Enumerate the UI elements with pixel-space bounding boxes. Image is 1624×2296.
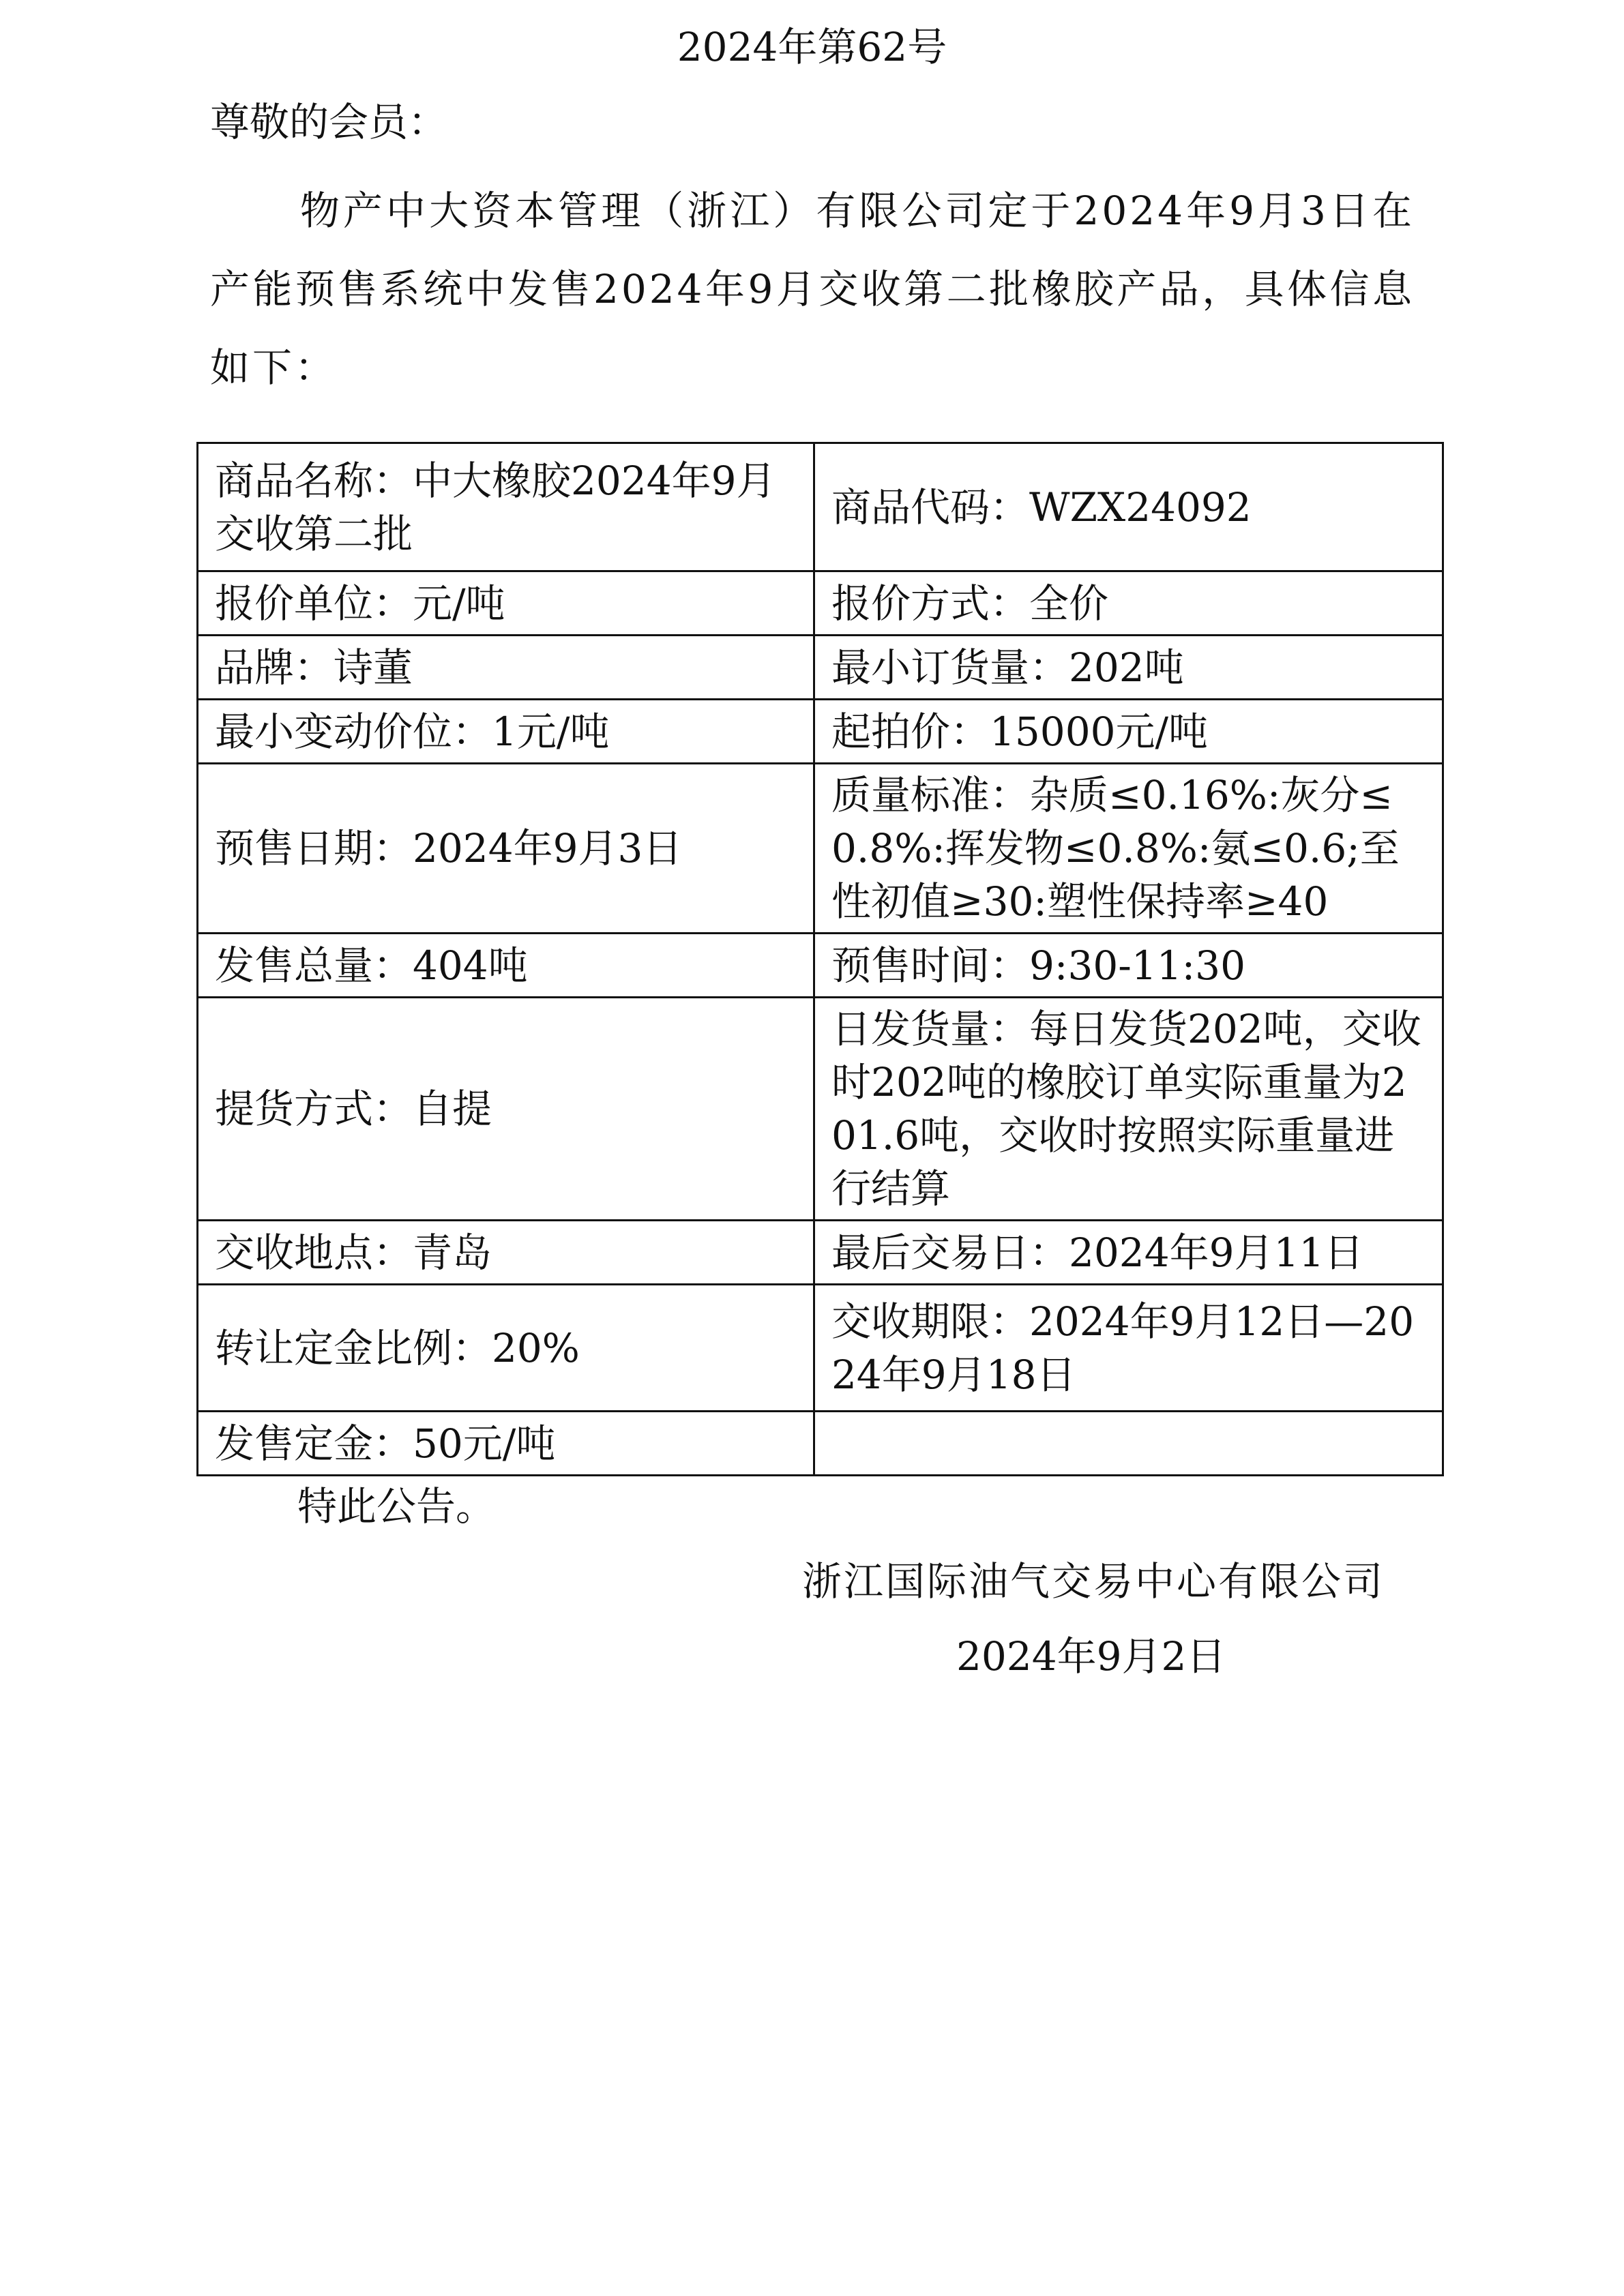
sale-deposit-cell: 发售定金：50元/吨 [198, 1412, 814, 1476]
min-price-step-cell: 最小变动价位：1元/吨 [198, 700, 814, 764]
pickup-method-cell: 提货方式：自提 [198, 998, 814, 1221]
issuer-name: 浙江国际油气交易中心有限公司 [802, 1558, 1385, 1605]
issue-date: 2024年9月2日 [956, 1633, 1226, 1680]
product-name-cell: 商品名称：中大橡胶2024年9月交收第二批 [198, 443, 814, 571]
empty-cell [814, 1412, 1443, 1476]
delivery-period-cell: 交收期限：2024年9月12日—2024年9月18日 [814, 1285, 1443, 1412]
table-row [198, 571, 1443, 636]
table-row [198, 1412, 1443, 1476]
brand-cell: 品牌：诗董 [198, 636, 814, 700]
salutation: 尊敬的会员： [210, 99, 448, 145]
table-row [198, 998, 1443, 1221]
presale-time-cell: 预售时间：9:30-11:30 [814, 934, 1443, 998]
product-code-cell: 商品代码：WZX24092 [814, 443, 1443, 571]
table-row [198, 700, 1443, 764]
presale-date-cell: 预售日期：2024年9月3日 [198, 764, 814, 934]
table-row [198, 636, 1443, 700]
starting-price-cell: 起拍价：15000元/吨 [814, 700, 1443, 764]
closing-statement: 特此公告。 [297, 1483, 496, 1530]
table-row [198, 934, 1443, 998]
daily-delivery-cell: 日发货量：每日发货202吨，交收时202吨的橡胶订单实际重量为201.6吨，交收时按照实际重量进行结算 [814, 998, 1443, 1221]
quality-standard-cell: 质量标准：杂质≤0.16%:灰分≤0.8%:挥发物≤0.8%:氨≤0.6;至性初值≥30:塑性保持率≥40 [814, 764, 1443, 934]
last-trading-day-cell: 最后交易日：2024年9月11日 [814, 1221, 1443, 1285]
intro-paragraph: 物产中大资本管理（浙江）有限公司定于2024年9月3日在产能预售系统中发售2024年9月交收第二批橡胶产品，具体信息如下： [210, 188, 1415, 391]
quote-unit-cell: 报价单位：元/吨 [198, 571, 814, 636]
min-order-cell: 最小订货量：202吨 [814, 636, 1443, 700]
table-row [198, 1285, 1443, 1412]
total-volume-cell: 发售总量：404吨 [198, 934, 814, 998]
table-row [198, 443, 1443, 571]
delivery-location-cell: 交收地点：青岛 [198, 1221, 814, 1285]
transfer-deposit-ratio-cell: 转让定金比例：20% [198, 1285, 814, 1412]
quote-method-cell: 报价方式：全价 [814, 571, 1443, 636]
table-row [198, 764, 1443, 934]
product-info-table [196, 442, 1444, 1476]
table-row [198, 1221, 1443, 1285]
document-number: 2024年第62号 [677, 24, 947, 70]
